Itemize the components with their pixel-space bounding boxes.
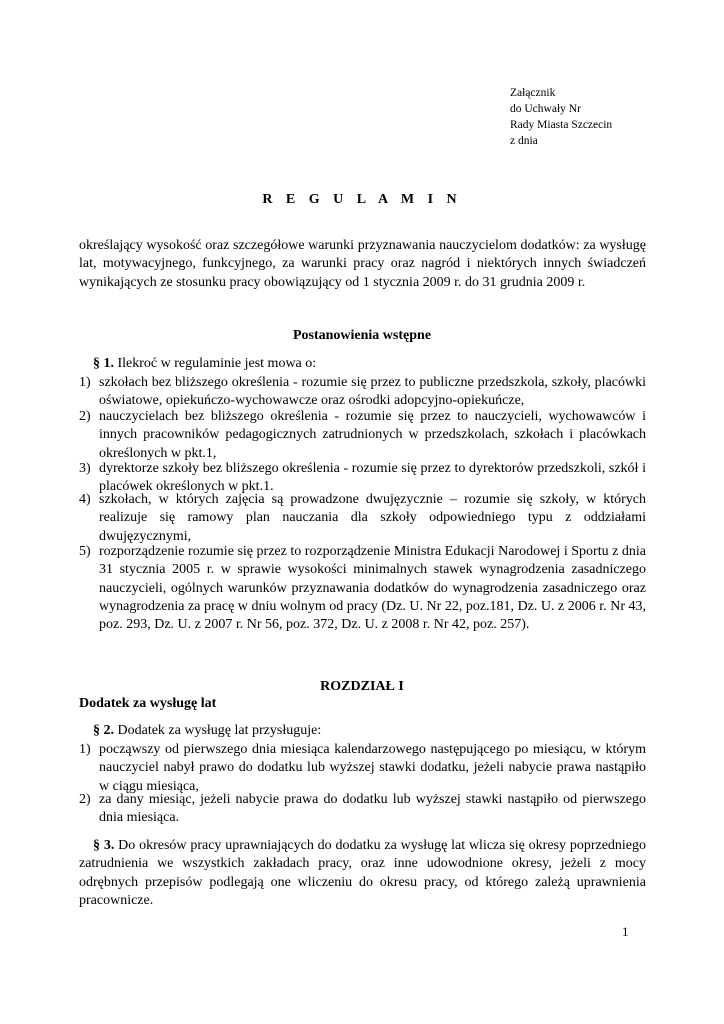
list-item-number: 5) [79,544,91,559]
list-item-number: 4) [79,492,91,507]
list-item-number: 1) [79,375,91,390]
paragraph-3-text: Do okresów pracy uprawniających do dodatku za wysługę lat wlicza się okresy poprzedniego zatrudnienia we wszystkich zakładach pracy, oraz inne udowodnione okresy, jeżeli z mocy odrębnych przepisów podlegają one wliczeniu do okresu pracy, od którego zależą uprawnienia pracownicze. [79,838,647,908]
page-number: 1 [622,924,629,939]
council-line: Rady Miasta Szczecin [510,119,613,131]
document-title: R E G U L A M I N [262,192,462,207]
paragraph-2-text: Dodatek za wysługę lat przysługuje: [114,723,322,738]
list-item-number: 2) [79,792,91,807]
paragraph-2-intro [79,722,646,740]
list-item-text: począwszy od pierwszego dnia miesiąca kalendarzowego następującego po miesiącu, w którym nauczyciel nabył prawo do dodatku lub wyższej stawki dodatku, jeżeli nabycie prawa nastąpiło w ciągu miesiąca, [99,742,646,794]
paragraph-2-label: § 2. [93,723,114,738]
list-item-number: 2) [79,409,91,424]
chapter-heading: ROZDZIAŁ I [320,679,404,694]
resolution-line: do Uchwały Nr [510,103,581,115]
list-item [79,374,646,411]
paragraph-1-label: § 1. [93,356,114,371]
date-line: z dnia [510,135,538,147]
list-item-number: 3) [79,461,91,476]
list-item-text: szkołach bez bliższego określenia - rozumie się przez to publiczne przedszkola, szkoły, placówki oświatowe, opiekuńczo-wychowawcze oraz ośrodki adopcyjno-opiekuńcze, [99,375,646,409]
list-item [79,543,646,634]
list-item [79,741,646,796]
paragraph-3-label: § 3. [93,838,115,853]
list-item-text: dyrektorze szkoły bez bliższego określenia - rozumie się przez to dyrektorów przedszkoli, szkół i placówek określonych w pkt.1. [99,461,646,495]
list-item-text: szkołach, w których zajęcia są prowadzone dwujęzycznie – rozumie się szkoły, w których realizuje się ramowy plan nauczania dla szkoły odpowiedniego typu z oddziałami dwujęzycznymi, [99,492,646,544]
list-item-number: 1) [79,742,91,757]
list-item [79,408,646,463]
section-heading-introductory: Postanowienia wstępne [292,328,432,343]
list-item [79,491,646,546]
paragraph-1-intro [79,355,646,373]
list-item-text: nauczycielach bez bliższego określenia - rozumie się przez to nauczycieli, wychowawców i innych pracowników pedagogicznych zatrudnionych w przedszkolach, szkołach i placówkach określonych w pkt.1, [99,409,646,461]
paragraph-1-text: Ilekroć w regulaminie jest mowa o: [114,356,317,371]
attachment-note [510,85,612,149]
list-item-text: rozporządzenie rozumie się przez to rozporządzenie Ministra Edukacji Narodowej i Sportu z dnia 31 stycznia 2005 r. w sprawie wysokości minimalnych stawek wynagrodzenia zasadniczego nauczycieli, ogólnych warunków przyznawania dodatków do wynagrodzenia zasadniczego oraz wynagrodzenia za pracę w dniu wolnym od pracy (Dz. U. Nr 22, poz.181, Dz. U. z 2006 r. Nr 43, poz. 293, Dz. U. z 2007 r. Nr 56, poz. 372, Dz. U. z 2008 r. Nr 42, poz. 257). [99,544,646,633]
list-item-text: za dany miesiąc, jeżeli nabycie prawa do dodatku lub wyższej stawki nastąpiło od pierwszego dnia miesiąca. [99,792,646,826]
intro-paragraph: określający wysokość oraz szczegółowe warunki przyznawania nauczycielom dodatków: za wysługę lat, motywacyjnego, funkcyjnego, za warunki pracy oraz nagród i niektórych innych świadczeń wynikających ze stosunku pracy obowiązujący od 1 stycznia 2009 r. do 31 grudnia 2009 r. [79,238,646,290]
list-item [79,791,646,828]
chapter-subheading: Dodatek za wysługę lat [79,696,217,711]
paragraph-3 [79,837,646,910]
attachment-line: Załącznik [510,87,556,99]
